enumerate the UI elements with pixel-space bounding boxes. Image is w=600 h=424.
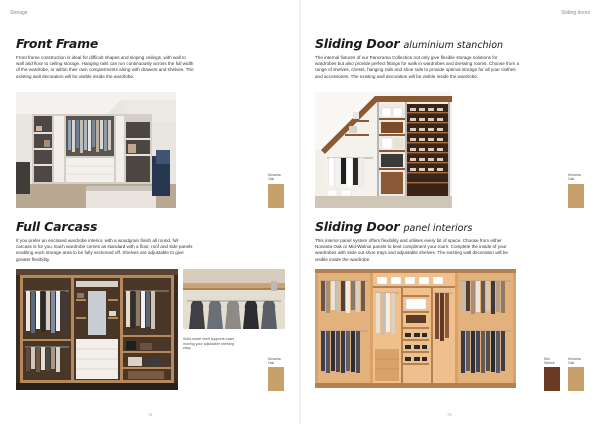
sliding-door-panel-photo bbox=[315, 269, 516, 388]
front-frame-swatch-label: Novanta Oak bbox=[268, 173, 281, 182]
novanta-oak-swatch bbox=[568, 367, 584, 391]
front-frame-title: Front Frame bbox=[16, 36, 99, 51]
sliding-door-panel-title: Sliding Door panel interiors bbox=[315, 219, 473, 234]
novanta-oak-swatch bbox=[268, 184, 284, 208]
running-header-left: Storage bbox=[10, 10, 28, 16]
sliding-door-panel-body: This interior panel system offers flexibility and utilises every bit of space. Choose from either Novanta Oak or Mid-Walnut panels to best compliment your room. Complete the inside of your wardrobes with slide out shoe trays and adjustable shelves. The existing wall decoration will be visible inside the wardrobe. bbox=[315, 238, 508, 262]
shelf-support-caption: Solid nickel shelf supports make moving your adjustable shelving easy. bbox=[183, 337, 235, 351]
sliding-door-stanchion-photo bbox=[315, 92, 452, 208]
novanta-oak-swatch-label: Novanta Oak bbox=[568, 357, 581, 366]
stanchion-swatch-label: Novanta Oak bbox=[568, 173, 581, 182]
page-number-left: 74 bbox=[148, 412, 153, 417]
front-frame-body: Front frame construction is ideal for difficult shapes and sloping ceilings, with wall to wall and floor to ceiling storage. Hanging rails can run continuously across the full width of the wardrobe, or within their own compartments along with drawers and shelves. The existing wall decoration will be visible inside the wardrobe. bbox=[16, 55, 194, 79]
mid-walnut-swatch-label: Mid Walnut bbox=[544, 357, 555, 366]
full-carcass-body: If you prefer an enclosed wardrobe interior, with a woodgrain finish all round, full carcass is for you. Each wardrobe comes as standard with a floor, roof and side panels enabling each storage area to be fully sectioned off. Shelves are adjustable to give greater flexibility. bbox=[16, 238, 193, 262]
mid-walnut-swatch bbox=[544, 367, 560, 391]
full-carcass-title: Full Carcass bbox=[16, 219, 98, 234]
full-carcass-swatch-label: Novanta Oak bbox=[268, 357, 281, 366]
full-carcass-photo bbox=[16, 269, 178, 390]
sliding-door-stanchion-body: The internal fixtures of our Panorama Collection not only give flexible storage solutions for wardrobes but also provide perfect fittings for walk in wardrobes and dressing rooms. Choose from a range of shelves, chests, hanging rails and shoe rails to provide optimal storage for all your clothes and accessories. The existing wall decoration will be visible inside the wardrobe. bbox=[315, 55, 520, 79]
novanta-oak-swatch bbox=[568, 184, 584, 208]
shelf-support-detail-photo bbox=[183, 269, 285, 329]
page-gutter bbox=[299, 0, 301, 424]
page-number-right: 75 bbox=[447, 412, 452, 417]
sliding-door-stanchion-title: Sliding Door aluminium stanchion bbox=[315, 36, 504, 51]
running-header-right: Sliding doors bbox=[561, 10, 590, 16]
front-frame-photo bbox=[16, 92, 176, 208]
novanta-oak-swatch bbox=[268, 367, 284, 391]
